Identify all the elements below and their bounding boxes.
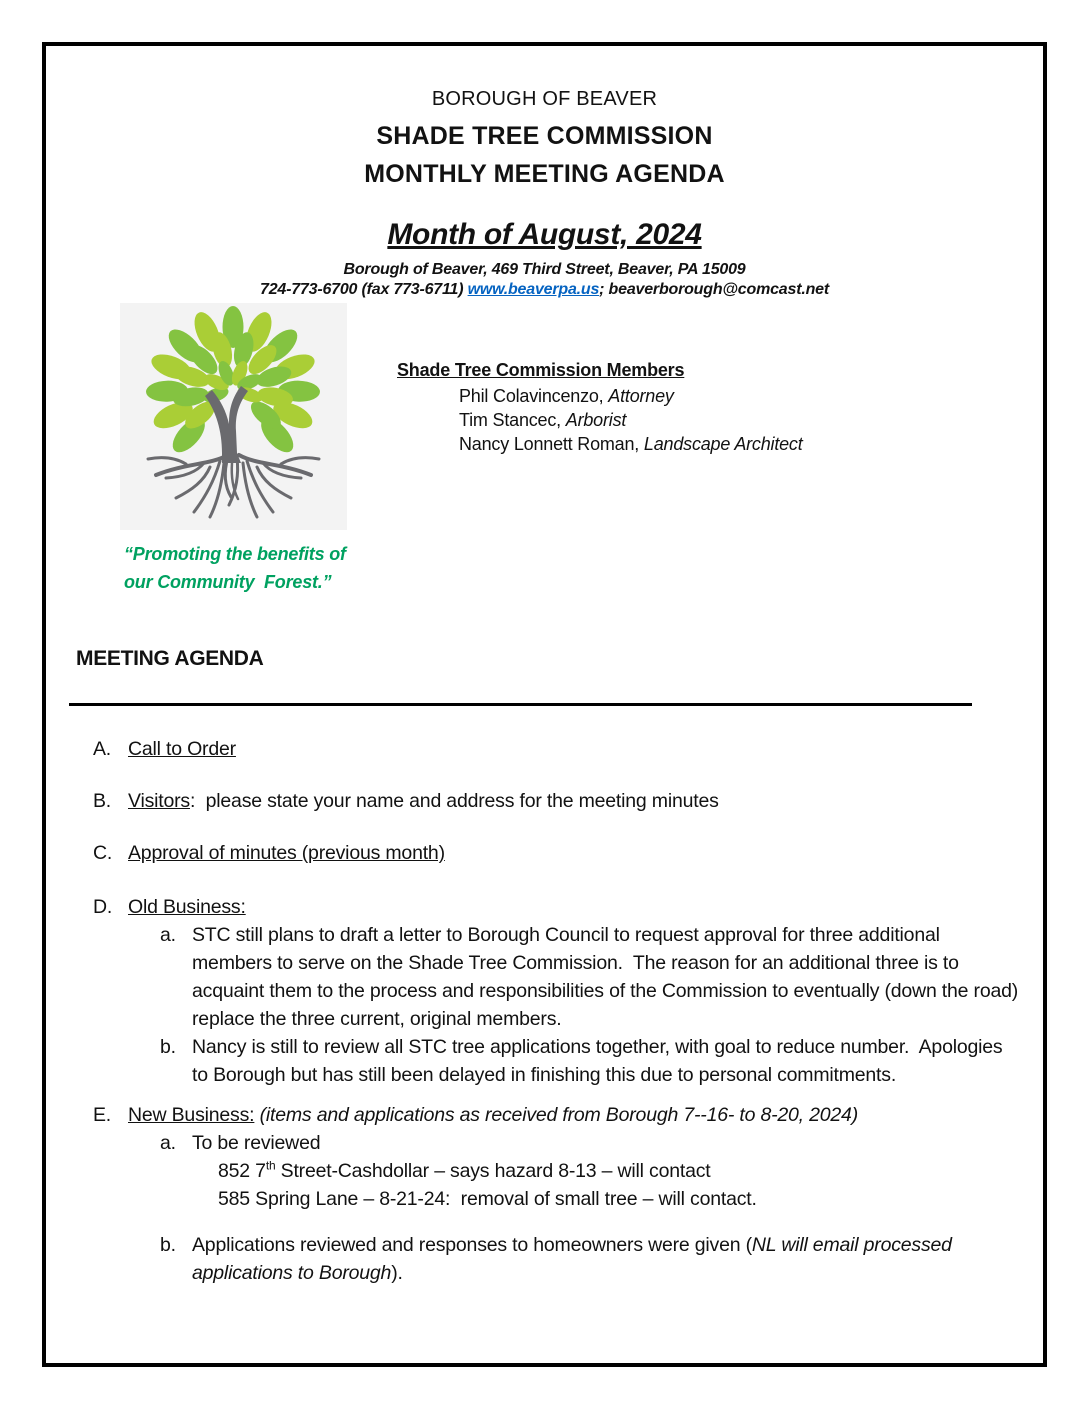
- tree-logo: [120, 303, 347, 530]
- item-letter: E.: [93, 1104, 112, 1126]
- contact-line: [46, 280, 1043, 300]
- tree-roots-icon: [120, 303, 347, 530]
- item-d-sub-b: [160, 1033, 1020, 1089]
- member-title: Landscape Architect: [643, 434, 803, 454]
- item-b-text: : please state your name and address for the meeting minutes: [189, 790, 719, 812]
- item-letter: A.: [93, 738, 112, 760]
- item-e-sub-b: [160, 1231, 1020, 1287]
- agenda-item-b: [93, 787, 1028, 815]
- item-e-sub-a: [160, 1129, 1020, 1157]
- document-header: [46, 88, 1043, 198]
- bullet-item-1: [192, 1157, 1028, 1185]
- email-text: ; beaverborough@comcast.net: [599, 281, 829, 298]
- item-d-sub-a: [160, 921, 1024, 1033]
- members-heading: Shade Tree Commission Members: [397, 360, 685, 380]
- member-title: Attorney: [608, 386, 674, 406]
- item-d-heading-row: [93, 893, 1028, 921]
- member-name: Phil Colavincenzo,: [459, 386, 609, 406]
- org-name: BOROUGH OF BEAVER: [431, 88, 658, 110]
- commission-name: SHADE TREE COMMISSION: [376, 122, 713, 150]
- member-name: Tim Stancec,: [459, 410, 566, 430]
- item-letter: B.: [93, 790, 112, 812]
- heading-divider: [69, 703, 972, 706]
- item-b-label: Visitors: [128, 790, 190, 812]
- item-e-heading: New Business:: [128, 1104, 255, 1126]
- motto-line-1: “Promoting the benefits of: [124, 544, 346, 564]
- member-row: [397, 432, 803, 456]
- agenda-list: [93, 735, 1028, 1287]
- members-block: [397, 358, 803, 456]
- bullet-item-2: [192, 1185, 1028, 1213]
- website-link[interactable]: www.beaverpa.us: [467, 281, 600, 298]
- item-letter: D.: [93, 896, 113, 918]
- item-d-heading: Old Business:: [128, 896, 246, 918]
- doc-type: MONTHLY MEETING AGENDA: [364, 160, 725, 188]
- item-e-sub-b-text: Applications reviewed and responses to homeowners were given (NL will email processed applications to Borough).: [192, 1234, 958, 1284]
- motto-line-2: our Community Forest.”: [124, 572, 332, 592]
- month-block: [46, 218, 1043, 300]
- bullet-2-text: 585 Spring Lane – 8-21-24: removal of small tree – will contact.: [218, 1188, 757, 1210]
- ordinal-suffix: th: [265, 1158, 276, 1173]
- document-page: [42, 42, 1047, 1367]
- month-title: Month of August, 2024: [387, 218, 702, 251]
- motto-text: [124, 540, 374, 596]
- item-c-text: Approval of minutes (previous month): [128, 842, 445, 864]
- item-e-intro: (items and applications as received from Borough 7--16- to 8-20, 2024): [254, 1104, 858, 1126]
- bullet-1-text: 852 7th Street-Cashdollar – says hazard 8-13 – will contact: [218, 1158, 711, 1182]
- agenda-heading: MEETING AGENDA: [76, 647, 264, 670]
- item-d-sub-b-text: Nancy is still to review all STC tree applications together, with goal to reduce number. Apologies to Borough but has still been delayed in finishing this due to personal commitments.: [192, 1036, 1008, 1086]
- agenda-item-d: [93, 893, 1028, 1089]
- sub-marker: b.: [160, 1036, 176, 1058]
- item-e-sub-a-text: To be reviewed: [192, 1132, 321, 1154]
- agenda-item-a: [93, 735, 1028, 763]
- member-row: [397, 408, 803, 432]
- item-d-sub-a-text: STC still plans to draft a letter to Borough Council to request approval for three additional members to serve on the Shade Tree Commission. The reason for an additional three is to acquaint them to the process and responsibilities of the Commission to eventually (down the road) replace the three current, original members.: [192, 924, 1024, 1030]
- agenda-item-c: [93, 839, 1028, 867]
- item-letter: C.: [93, 842, 113, 864]
- phone-text: 724-773-6700 (fax 773-6711): [260, 281, 468, 298]
- item-a-text: Call to Order: [128, 738, 236, 760]
- member-name: Nancy Lonnett Roman,: [459, 434, 644, 454]
- address-line: Borough of Beaver, 469 Third Street, Beaver, PA 15009: [343, 261, 746, 278]
- item-e-heading-row: [93, 1101, 1028, 1129]
- sub-marker: a.: [160, 924, 176, 946]
- agenda-item-e: [93, 1101, 1028, 1287]
- sub-marker: b.: [160, 1234, 176, 1256]
- sub-marker: a.: [160, 1132, 176, 1154]
- member-title: Arborist: [565, 410, 627, 430]
- member-row: [397, 384, 803, 408]
